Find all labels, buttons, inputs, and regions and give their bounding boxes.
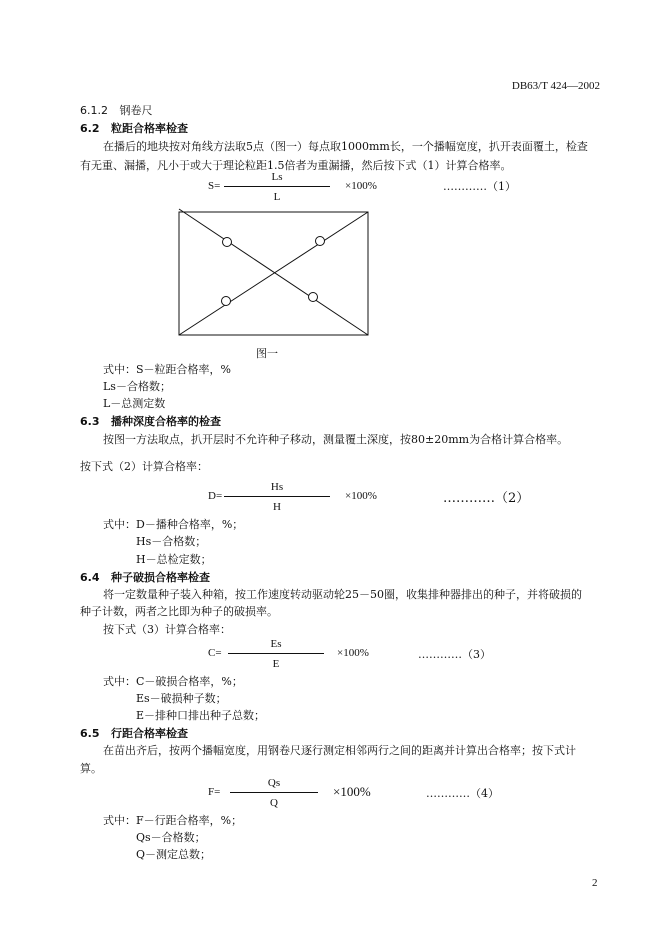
formula-reference: …………（1）: [443, 180, 516, 193]
section-6-5-heading: [80, 725, 188, 741]
variable-definition: Qs－合格数；: [136, 831, 206, 844]
paragraph-line: 将一定数量种子装入种箱，按工作速度转动驱动轮25－50圈，收集排种器排出的种子，并将破损的: [103, 588, 582, 601]
formula-lhs: S=: [208, 180, 221, 192]
variable-definition: Q－测定总数；: [136, 848, 212, 861]
variable-definition: 式中：C－破损合格率，%；: [103, 675, 243, 688]
fraction-bar: [230, 792, 318, 793]
paragraph-line: 种子计数，两者之比即为种子的破损率。: [80, 605, 278, 618]
formula-lhs: D=: [208, 490, 223, 502]
variable-definition: H－总检定数；: [136, 553, 212, 566]
formula-multiplier: ×100%: [345, 180, 377, 192]
section-number: 6.3: [80, 415, 100, 428]
section-title: 种子破损合格率检查: [111, 571, 210, 584]
formula-reference: …………（2）: [443, 491, 530, 506]
section-number: 6.1.2: [80, 104, 108, 117]
variable-definition: Hs－合格数；: [136, 535, 207, 548]
sample-point: [223, 238, 232, 247]
variable-definition: 式中：F－行距合格率，%；: [103, 814, 243, 827]
section-6-4-heading: [80, 569, 210, 585]
paragraph-line: 有无重、漏播，凡小于或大于理论粒距1.5倍者为重漏播，然后按下式（1）计算合格率。: [80, 159, 512, 172]
sample-point: [309, 293, 318, 302]
formula-fraction: [230, 777, 318, 811]
fraction-numerator: Qs: [267, 777, 281, 789]
paragraph-line: 在播后的地块按对角线方法取5点（图一）每点取1000mm长，一个播幅宽度，扒开表面覆土，检查: [103, 140, 588, 153]
variable-definition: 式中：S－粒距合格率，%: [103, 363, 231, 376]
sampling-diagram: [176, 206, 372, 338]
formula-reference: …………（4）: [426, 787, 499, 800]
section-6-1-2: [80, 102, 153, 118]
formula-reference: …………（3）: [418, 648, 491, 661]
sample-point: [222, 297, 231, 306]
section-number: 6.4: [80, 571, 100, 584]
paragraph-line: 按下式（2）计算合格率：: [80, 460, 208, 473]
formula-multiplier: ×100%: [337, 647, 369, 659]
fraction-denominator: E: [272, 658, 280, 670]
page-number: 2: [592, 877, 598, 889]
section-title: 播种深度合格率的检查: [111, 415, 221, 428]
variable-definition: Ls－合格数；: [103, 380, 171, 393]
variable-definition: 式中：D－播种合格率，%；: [103, 518, 244, 531]
paragraph-line: 在苗出齐后，按两个播幅宽度，用钢卷尺逐行测定相邻两行之间的距离并计算出合格率；按下式计: [103, 744, 576, 757]
formula-multiplier: ×100%: [345, 490, 377, 502]
fraction-denominator: H: [273, 501, 281, 513]
section-title: 粒距合格率检查: [111, 122, 188, 135]
formula-fraction: [228, 638, 324, 672]
formula-lhs: F=: [208, 786, 221, 798]
section-number: 6.2: [80, 122, 100, 135]
sample-point: [316, 237, 325, 246]
section-title: 行距合格率检查: [111, 727, 188, 740]
fraction-denominator: L: [273, 191, 281, 203]
fraction-bar: [224, 186, 330, 187]
paragraph-line: 算。: [80, 762, 102, 775]
formula-fraction: [224, 481, 330, 515]
formula-fraction: [224, 171, 330, 205]
paragraph-line: 按下式（3）计算合格率：: [103, 623, 231, 636]
section-number: 6.5: [80, 727, 100, 740]
variable-definition: Es－破损种子数；: [136, 692, 227, 705]
fraction-denominator: Q: [270, 797, 278, 809]
variable-definition: E－排种口排出种子总数；: [136, 709, 266, 722]
section-title: 钢卷尺: [119, 104, 153, 117]
formula-multiplier: ×100%: [333, 784, 371, 799]
fraction-bar: [228, 653, 324, 654]
section-6-3-heading: [80, 413, 221, 429]
fraction-numerator: Ls: [271, 171, 283, 183]
document-code: DB63/T 424—2002: [511, 80, 600, 92]
formula-lhs: C=: [208, 647, 222, 659]
section-6-2-heading: [80, 120, 188, 136]
figure-caption: 图一: [256, 347, 278, 360]
fraction-numerator: Es: [270, 638, 282, 650]
paragraph-line: 按图一方法取点，扒开层时不允许种子移动，测量覆土深度，按80±20mm为合格计算合格率。: [103, 433, 569, 446]
fraction-numerator: Hs: [270, 481, 284, 493]
variable-definition: L－总测定数: [103, 397, 166, 410]
fraction-bar: [224, 496, 330, 497]
